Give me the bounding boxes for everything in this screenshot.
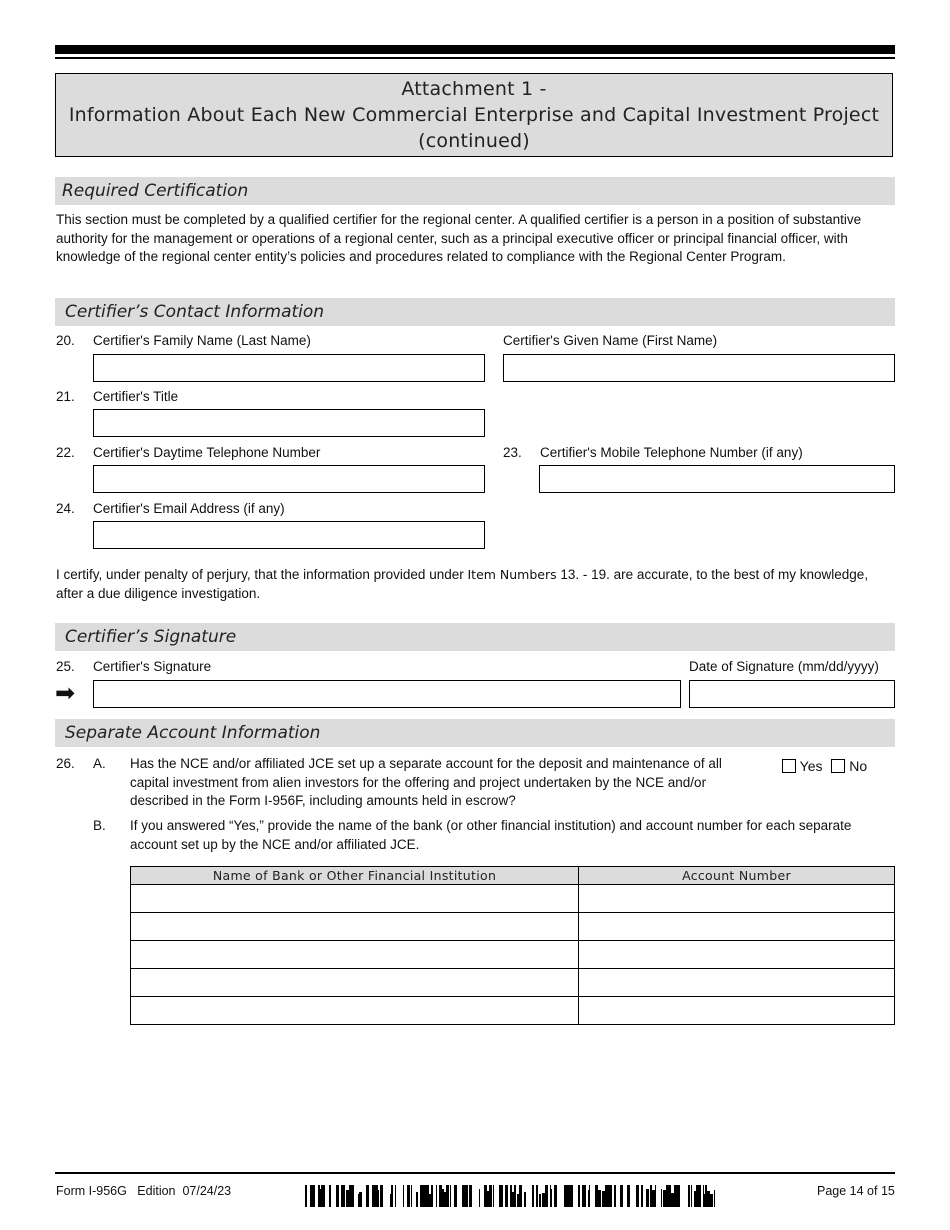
item-number-21: 21. [56,389,75,404]
cert-text-item: Item Numbers [467,567,557,582]
table-row [131,997,895,1025]
mobile-phone-label: Certifier's Mobile Telephone Number (if any) [540,445,803,460]
item-number-25: 25. [56,659,75,674]
item-number-23: 23. [503,445,522,460]
cert-text-after: 13. - 19. are accurate, to the best of my knowledge, after a due diligence investigation. [56,567,869,601]
page-number: Page 14 of 15 [817,1184,895,1198]
cert-text-before: I certify, under penalty of perjury, that the information provided under [56,567,468,582]
barcode-image [305,1185,715,1207]
top-rule-thick [55,45,895,54]
item-number-24: 24. [56,501,75,516]
bank-name-cell[interactable] [131,997,579,1025]
family-name-label: Certifier's Family Name (Last Name) [93,333,311,348]
email-label: Certifier's Email Address (if any) [93,501,285,516]
title-line-2: Information About Each New Commercial Enterprise and Capital Investment Project [68,104,880,126]
title-label: Certifier's Title [93,389,179,404]
account-number-header: Account Number [579,867,895,885]
edition-label: Edition [137,1184,176,1198]
arrow-icon: ➡ [55,680,76,707]
contact-info-heading: Certifier’s Contact Information [55,298,895,326]
table-row [131,885,895,913]
account-number-cell[interactable] [579,997,895,1025]
item-number-22: 22. [56,445,75,460]
family-name-field[interactable] [93,354,485,382]
signature-date-label: Date of Signature (mm/dd/yyyy) [689,659,879,674]
form-label: Form I-956G [56,1184,127,1198]
account-number-cell[interactable] [579,913,895,941]
signature-label: Certifier's Signature [93,659,212,674]
separate-account-heading: Separate Account Information [55,719,895,747]
item-letter-b: B. [93,818,106,833]
item-letter-a: A. [93,756,106,771]
account-number-cell[interactable] [579,969,895,997]
title-line-1: Attachment 1 - [401,78,547,100]
footer-rule [55,1172,895,1174]
question-a-text: Has the NCE and/or affiliated JCE set up a separate account for the deposit and maintenance of all capital investment from alien investors for the offering and project undertaken by the NCE and/or described in the Form I-956F, including amounts held in escrow? [130,756,722,808]
table-row [131,913,895,941]
required-certification-text: This section must be completed by a qualified certifier for the regional center. A qualified certifier is a person in a position of substantive authority for the management or operations of a regional center, such as a principal executive officer or principal financial officer, with knowledge of the regional center entity’s policies and procedures related to compliance with the Regional Center Program. [56,212,862,264]
title-field[interactable] [93,409,485,437]
bank-name-cell[interactable] [131,913,579,941]
yes-label: Yes [799,758,823,774]
required-certification-heading: Required Certification [55,177,895,205]
signature-field[interactable] [93,680,681,708]
no-checkbox[interactable] [831,759,845,773]
mobile-phone-field[interactable] [539,465,895,493]
account-number-cell[interactable] [579,885,895,913]
no-label: No [849,758,868,774]
item-number-26: 26. [56,756,75,771]
account-number-cell[interactable] [579,941,895,969]
table-row [131,941,895,969]
daytime-phone-field[interactable] [93,465,485,493]
given-name-field[interactable] [503,354,895,382]
given-name-label: Certifier's Given Name (First Name) [503,333,718,348]
title-line-3: (continued) [418,130,530,152]
bank-account-table [130,866,895,1025]
yes-checkbox[interactable] [782,759,796,773]
bank-name-header: Name of Bank or Other Financial Institution [131,867,579,885]
item-number-20: 20. [56,333,75,348]
form-edition [56,1184,231,1198]
edition-date: 07/24/23 [182,1184,232,1198]
yes-no-group [782,758,867,774]
question-b-text: If you answered “Yes,” provide the name of the bank (or other financial institution) and account number for each separate account set up by the NCE and/or affiliated JCE. [130,818,852,852]
bank-name-cell[interactable] [131,941,579,969]
table-header-row [131,867,895,885]
bank-name-cell[interactable] [131,969,579,997]
attachment-title [55,73,893,157]
bank-name-cell[interactable] [131,885,579,913]
signature-date-field[interactable] [689,680,895,708]
table-row [131,969,895,997]
signature-heading: Certifier’s Signature [55,623,895,651]
daytime-phone-label: Certifier's Daytime Telephone Number [93,445,321,460]
email-field[interactable] [93,521,485,549]
top-rule-thin [55,57,895,59]
certification-statement [56,566,894,603]
